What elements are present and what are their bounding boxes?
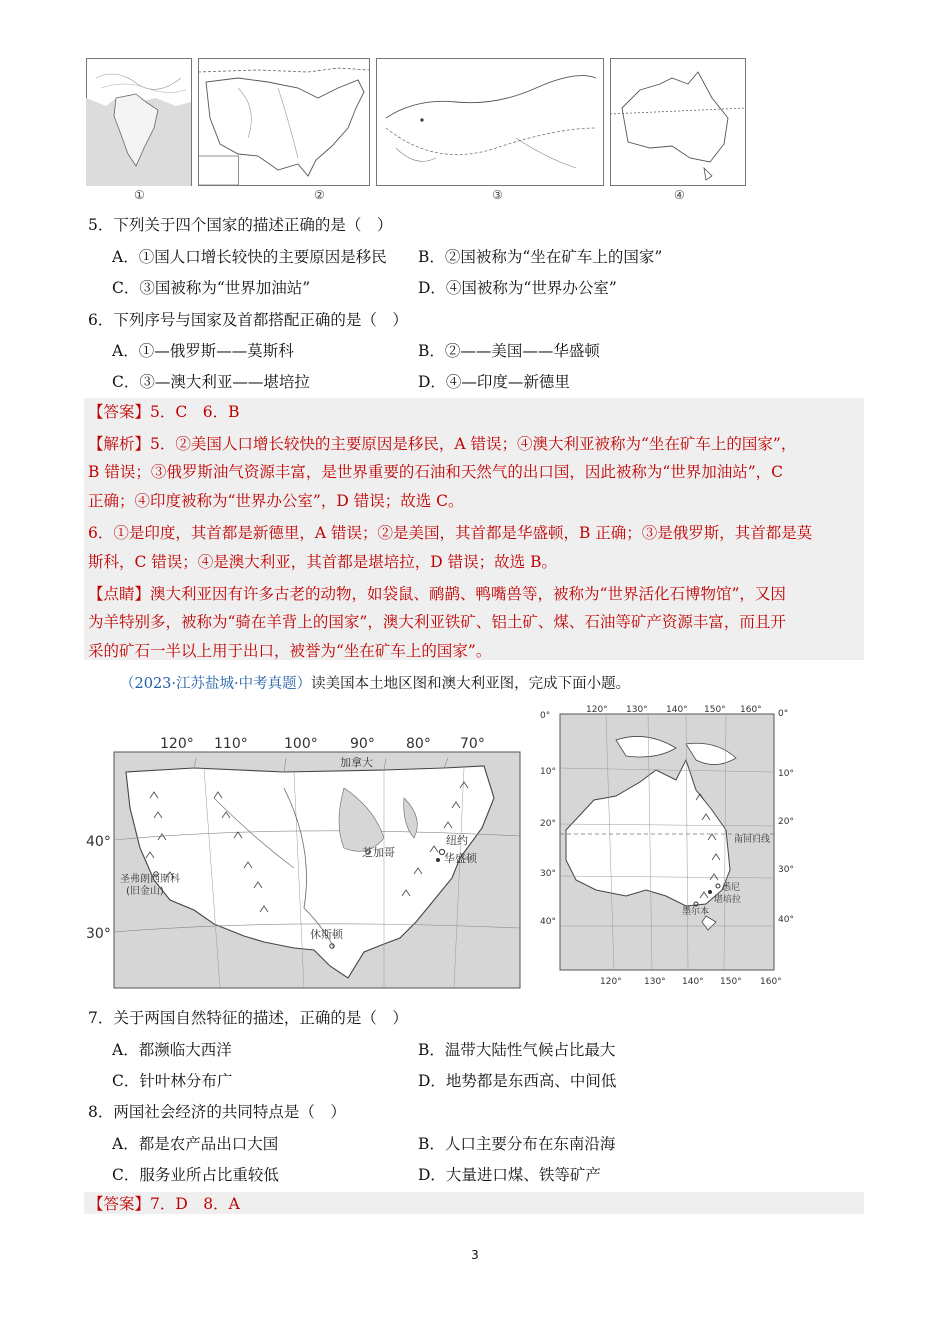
aus-lat-right-10: 10° xyxy=(778,769,794,779)
q7-option-b[interactable]: B．温带大陆性气候占比最大 xyxy=(418,1041,616,1059)
q8-option-c[interactable]: C．服务业所占比重较低 xyxy=(112,1166,279,1184)
aus-label-melbourne: 墨尔本 xyxy=(682,907,710,917)
answer-2-text: 7．D 8．A xyxy=(150,1195,240,1213)
aus-label-tropic: 南回归线 xyxy=(734,835,771,845)
q6-option-a[interactable]: A．①—俄罗斯——莫斯科 xyxy=(112,342,294,360)
aus-lat-right-40: 40° xyxy=(778,915,794,925)
q6-option-b[interactable]: B．②——美国——华盛顿 xyxy=(418,342,600,360)
india-map xyxy=(86,58,192,186)
map-label-2: ② xyxy=(314,188,325,202)
q8-stem: 8．两国社会经济的共同特点是（ ） xyxy=(88,1103,346,1121)
russia-small-map xyxy=(376,58,604,186)
usa-lon-80: 80° xyxy=(406,736,431,752)
australia-small-map xyxy=(610,58,746,186)
map-label-4: ④ xyxy=(674,188,685,202)
q5-option-a[interactable]: A．①国人口增长较快的主要原因是移民 xyxy=(112,248,387,266)
answer-1 xyxy=(88,402,240,422)
usa-label-sf: 圣弗朗西斯科 xyxy=(120,874,180,885)
usa-label-sf2: (旧金山) xyxy=(126,886,164,897)
q7-option-c[interactable]: C．针叶林分布广 xyxy=(112,1072,233,1090)
aus-label-sydney: 悉尼 xyxy=(722,883,741,893)
q6-option-c[interactable]: C．③—澳大利亚——堪培拉 xyxy=(112,373,310,391)
australia-map xyxy=(536,700,798,990)
usa-lat-40: 40° xyxy=(86,834,111,850)
aus-lat-right-30: 30° xyxy=(778,865,794,875)
q8-option-a[interactable]: A．都是农产品出口大国 xyxy=(112,1135,279,1153)
answer-1-text: 5．C 6．B xyxy=(150,403,240,421)
analysis-line-4: 6．①是印度，其首都是新德里，A 错误；②是美国，其首都是华盛顿，B 正确；③是俄罗斯，其首都是莫 xyxy=(88,524,813,542)
analysis-line-5: 斯科，C 错误；④是澳大利亚，其首都是堪培拉，D 错误；故选 B。 xyxy=(88,553,557,571)
aus-lon-bottom-150: 150° xyxy=(720,977,742,987)
usa-lon-70: 70° xyxy=(460,736,485,752)
usa-lon-110: 110° xyxy=(214,736,248,752)
comment-line-2: 为羊特别多，被称为“骑在羊背上的国家”，澳大利亚铁矿、铝土矿、煤、石油等矿产资源丰富，而且开 xyxy=(88,613,786,631)
q5-option-c[interactable]: C．③国被称为“世界加油站” xyxy=(112,279,311,297)
aus-lon-bottom-120: 120° xyxy=(600,977,622,987)
aus-lon-top-120: 120° xyxy=(586,705,608,715)
aus-lon-top-130: 130° xyxy=(626,705,648,715)
analysis-line-1 xyxy=(88,434,796,454)
answer-2 xyxy=(88,1194,240,1214)
comment-line-1 xyxy=(88,584,786,604)
aus-lon-bottom-160: 160° xyxy=(760,977,782,987)
q7-option-a[interactable]: A．都濒临大西洋 xyxy=(112,1041,232,1059)
comment-label: 【点睛】 xyxy=(88,585,151,603)
analysis-line-3: 正确；④印度被称为“世界办公室”，D 错误；故选 C。 xyxy=(88,492,464,510)
page-number: 3 xyxy=(471,1248,479,1262)
q5-option-b[interactable]: B．②国被称为“坐在矿车上的国家” xyxy=(418,248,663,266)
aus-lat-right-0: 0° xyxy=(778,709,789,719)
aus-lon-bottom-140: 140° xyxy=(682,977,704,987)
analysis-line-2: B 错误；③俄罗斯油气资源丰富，是世界重要的石油和天然气的出口国，因此被称为“世界加油站”，C xyxy=(88,463,784,481)
analysis-label: 【解析】 xyxy=(88,435,151,453)
comment-text: 澳大利亚因有许多古老的动物，如袋鼠、鸸鹋、鸭嘴兽等，被称为“世界活化石博物馆”，又因 xyxy=(150,585,786,603)
answer-1-label: 【答案】 xyxy=(88,403,151,421)
q7-option-d[interactable]: D．地势都是东西高、中间低 xyxy=(418,1072,617,1090)
usa-label-washington: 华盛顿 xyxy=(444,852,477,865)
aus-lat-left-30: 30° xyxy=(540,869,556,879)
usa-lon-120: 120° xyxy=(160,736,194,752)
aus-label-canberra: 堪培拉 xyxy=(714,895,742,905)
usa-label-chicago: 芝加哥 xyxy=(362,846,395,859)
source-line xyxy=(120,674,630,694)
aus-lat-left-40: 40° xyxy=(540,917,556,927)
aus-lat-left-20: 20° xyxy=(540,819,556,829)
q7-stem: 7．关于两国自然特征的描述，正确的是（ ） xyxy=(88,1009,408,1027)
usa-small-map xyxy=(198,58,370,186)
q8-option-b[interactable]: B．人口主要分布在东南沿海 xyxy=(418,1135,616,1153)
exam-source: （2023·江苏盐城·中考真题） xyxy=(120,676,312,692)
aus-lat-left-0: 0° xyxy=(540,711,551,721)
aus-lon-bottom-130: 130° xyxy=(644,977,666,987)
map-label-1: ① xyxy=(134,188,145,202)
aus-lon-top-150: 150° xyxy=(704,705,726,715)
answer-2-label: 【答案】 xyxy=(88,1195,151,1213)
usa-label-canada: 加拿大 xyxy=(340,756,373,769)
analysis-text: 5．②美国人口增长较快的主要原因是移民，A 错误；④澳大利亚被称为“坐在矿车上的国家”， xyxy=(150,435,797,453)
usa-lon-90: 90° xyxy=(350,736,375,752)
map-label-3: ③ xyxy=(492,188,503,202)
q5-stem: 5．下列关于四个国家的描述正确的是（ ） xyxy=(88,216,393,234)
aus-lon-top-140: 140° xyxy=(666,705,688,715)
source-instruction: 读美国本土地区图和澳大利亚图，完成下面小题。 xyxy=(311,676,631,692)
q6-stem: 6．下列序号与国家及首都搭配正确的是（ ） xyxy=(88,311,408,329)
aus-lat-right-20: 20° xyxy=(778,817,794,827)
comment-line-3: 采的矿石一半以上用于出口，被誉为“坐在矿车上的国家”。 xyxy=(88,642,492,660)
q8-option-d[interactable]: D．大量进口煤、铁等矿产 xyxy=(418,1166,601,1184)
aus-lat-left-10: 10° xyxy=(540,767,556,777)
q6-option-d[interactable]: D．④—印度—新德里 xyxy=(418,373,570,391)
usa-map xyxy=(84,728,524,990)
aus-lon-top-160: 160° xyxy=(740,705,762,715)
usa-label-new-york: 纽约 xyxy=(446,834,468,847)
usa-lat-30: 30° xyxy=(86,926,111,942)
usa-lon-100: 100° xyxy=(284,736,318,752)
usa-label-houston: 休斯顿 xyxy=(310,928,343,941)
q5-option-d[interactable]: D．④国被称为“世界办公室” xyxy=(418,279,617,297)
